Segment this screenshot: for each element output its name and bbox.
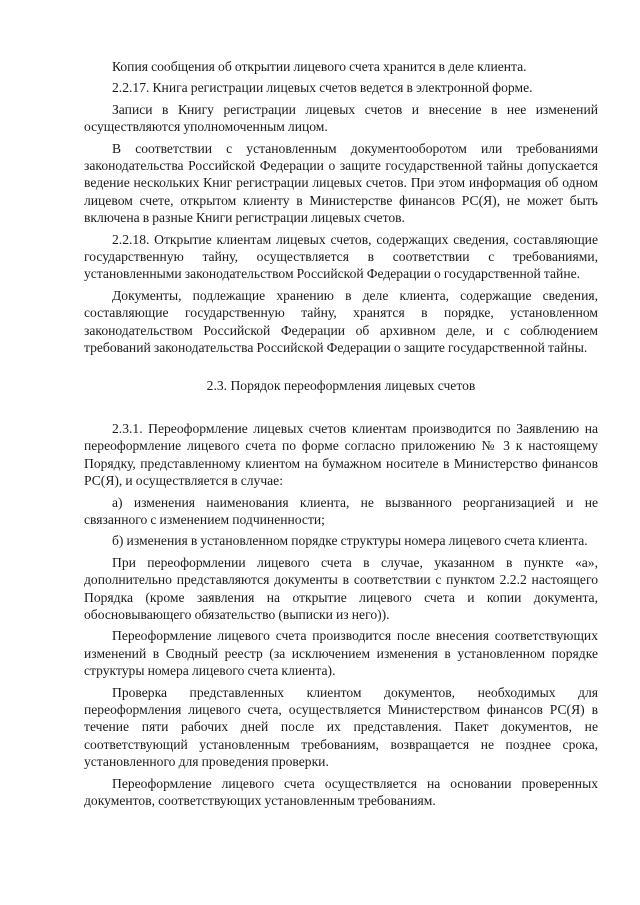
paragraph-document-check: Проверка представленных клиентом документов, необходимых для переоформления лицевого счета, осуществляется Министерством финансов РС(Я) в течение пяти рабочих дней после их представления. Пакет документов, не соответствующий установленным требованиям, возвращается не позднее срока, установленного для проведения проверки. [84, 684, 598, 770]
paragraph-reissue-basis: Переоформление лицевого счета осуществляется на основании проверенных документов, соответствующих установленным требованиям. [84, 775, 598, 809]
paragraph-case-b: б) изменения в установленном порядке структуры номера лицевого счета клиента. [112, 533, 588, 549]
section-title: 2.3. Порядок переоформления лицевых счетов [206, 377, 476, 393]
paragraph-2-2-17: 2.2.17. Книга регистрации лицевых счетов ведется в электронной форме. [112, 80, 533, 96]
paragraph-copy-message: Копия сообщения об открытии лицевого счета хранится в деле клиента. [112, 59, 527, 74]
paragraph-after-registry: Переоформление лицевого счета производится после внесения соответствующих изменений в Сводный реестр (за исключением изменения в установленном порядке структуры номера лицевого счета клиента). [84, 628, 598, 679]
paragraph-additional-documents: При переоформлении лицевого счета в случае, указанном в пункте «а», дополнительно представляются документы в соответствии с пунктом 2.2.2 настоящего Порядка (кроме заявления на открытие лицевого счета и копии документа, обосновывающего обязательство (выписки из него)). [84, 554, 598, 622]
paragraph-multiple-books: В соответствии с установленным документооборотом или требованиями законодательства Российской Федерации о защите государственной тайны допускается ведение нескольких Книг регистрации лицевых счетов. При этом информация об одном лицевом счете, открытом клиенту в Министерстве финансов РС(Я), не может быть включена в разные Книги регистрации лицевых счетов. [84, 140, 598, 226]
paragraph-secret-documents: Документы, подлежащие хранению в деле клиента, содержащие сведения, составляющие государственную тайну, хранятся в порядке, установленном законодательством Российской Федерации об архивном деле, и с соблюдением требований законодательства Российской Федерации о защите государственной тайны. [84, 287, 598, 356]
document-body [84, 58, 598, 813]
paragraph-2-3-1: 2.3.1. Переоформление лицевых счетов клиентам производится по Заявлению на переоформление лицевого счета по форме согласно приложению № 3 к настоящему Порядку, представленному клиентом на бумажном носителе в Министерство финансов РС(Я), и осуществляется в случае: [84, 420, 598, 489]
paragraph-register-entries: Записи в Книгу регистрации лицевых счетов и внесение в нее изменений осуществляются уполномоченным лицом. [84, 101, 598, 135]
paragraph-case-a: а) изменения наименования клиента, не вызванного реорганизацией и не связанного с изменением подчиненности; [84, 494, 598, 527]
paragraph-2-2-18: 2.2.18. Открытие клиентам лицевых счетов, содержащих сведения, составляющие государственную тайну, осуществляется в соответствии с требованиями, установленными законодательством Российской Федерации о государственной тайне. [84, 231, 598, 282]
